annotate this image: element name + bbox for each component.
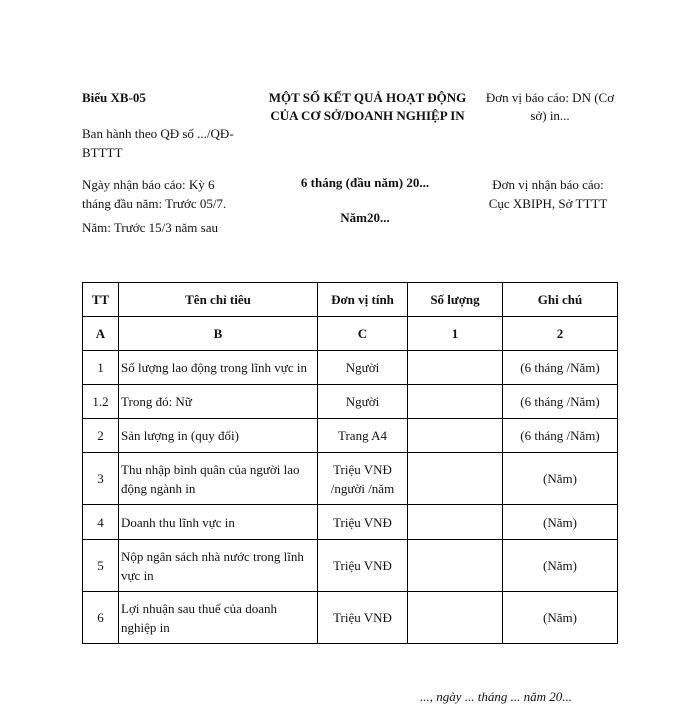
table-row (83, 592, 618, 644)
row-unit: Triệu VNĐ (318, 505, 408, 540)
row-tt: 6 (83, 592, 119, 644)
row-tt: 1 (83, 351, 119, 385)
code-cell: 2 (503, 317, 618, 351)
row-note: (Năm) (503, 540, 618, 592)
row-name: Trong đó: Nữ (119, 385, 318, 419)
period-six-months: 6 tháng (đầu năm) 20... (300, 175, 430, 190)
col-header-name: Tên chỉ tiêu (119, 283, 318, 317)
row-unit: Người (318, 385, 408, 419)
code-cell: B (119, 317, 318, 351)
table-row (83, 385, 618, 419)
row-quantity[interactable] (408, 592, 503, 644)
row-note: (6 tháng /Năm) (503, 385, 618, 419)
row-tt: 1.2 (83, 385, 119, 419)
title-line-1: MỘT SỐ KẾT QUẢ HOẠT ĐỘNG (268, 90, 467, 105)
row-tt: 3 (83, 453, 119, 505)
table-row (83, 540, 618, 592)
row-note: (Năm) (503, 453, 618, 505)
row-unit: Triệu VNĐ (318, 592, 408, 644)
form-code: Biểu XB-05 (82, 90, 146, 105)
col-header-unit: Đơn vị tính (318, 283, 408, 317)
reporting-unit: Đơn vị báo cáo: DN (Cơ sở) in... (485, 90, 615, 123)
row-quantity[interactable] (408, 419, 503, 453)
row-quantity[interactable] (408, 385, 503, 419)
receive-year: Năm: Trước 15/3 năm sau (82, 220, 218, 235)
issued-by: Ban hành theo QĐ số .../QĐ- BTTTT (82, 126, 234, 160)
row-quantity[interactable] (408, 453, 503, 505)
report-table (82, 282, 618, 644)
row-quantity[interactable] (408, 505, 503, 540)
row-name: Sản lượng in (quy đổi) (119, 419, 318, 453)
row-name: Nộp ngân sách nhà nước trong lĩnh vực in (119, 540, 318, 592)
table-row (83, 453, 618, 505)
table-row (83, 505, 618, 540)
row-name: Doanh thu lĩnh vực in (119, 505, 318, 540)
table-row (83, 351, 618, 385)
col-header-tt: TT (83, 283, 119, 317)
row-unit: Triệu VNĐ /người /năm (318, 453, 408, 505)
row-quantity[interactable] (408, 540, 503, 592)
row-note: (6 tháng /Năm) (503, 351, 618, 385)
row-quantity[interactable] (408, 351, 503, 385)
code-cell: C (318, 317, 408, 351)
row-unit: Triệu VNĐ (318, 540, 408, 592)
row-unit: Người (318, 351, 408, 385)
row-name: Số lượng lao động trong lĩnh vực in (119, 351, 318, 385)
row-tt: 4 (83, 505, 119, 540)
code-cell: 1 (408, 317, 503, 351)
receiving-unit: Đơn vị nhận báo cáo: Cục XBIPH, Sở TTTT (488, 177, 608, 211)
col-header-note: Ghi chú (503, 283, 618, 317)
header-row (83, 283, 618, 317)
row-note: (Năm) (503, 592, 618, 644)
row-note: (6 tháng /Năm) (503, 419, 618, 453)
row-tt: 2 (83, 419, 119, 453)
period-year: Năm20... (340, 210, 390, 225)
row-tt: 5 (83, 540, 119, 592)
table-row (83, 419, 618, 453)
col-header-quantity: Số lượng (408, 283, 503, 317)
document-title (250, 89, 485, 125)
signature-date-line: ..., ngày ... tháng ... năm 20... (420, 689, 573, 704)
receive-date: Ngày nhận báo cáo: Kỳ 6 tháng đầu năm: Trước 05/7. (82, 177, 227, 211)
row-name: Thu nhập bình quân của người lao động ngành in (119, 453, 318, 505)
row-note: (Năm) (503, 505, 618, 540)
code-row (83, 317, 618, 351)
code-cell: A (83, 317, 119, 351)
row-name: Lợi nhuận sau thuế của doanh nghiệp in (119, 592, 318, 644)
title-line-2: CỦA CƠ SỞ/DOANH NGHIỆP IN (270, 108, 465, 123)
row-unit: Trang A4 (318, 419, 408, 453)
